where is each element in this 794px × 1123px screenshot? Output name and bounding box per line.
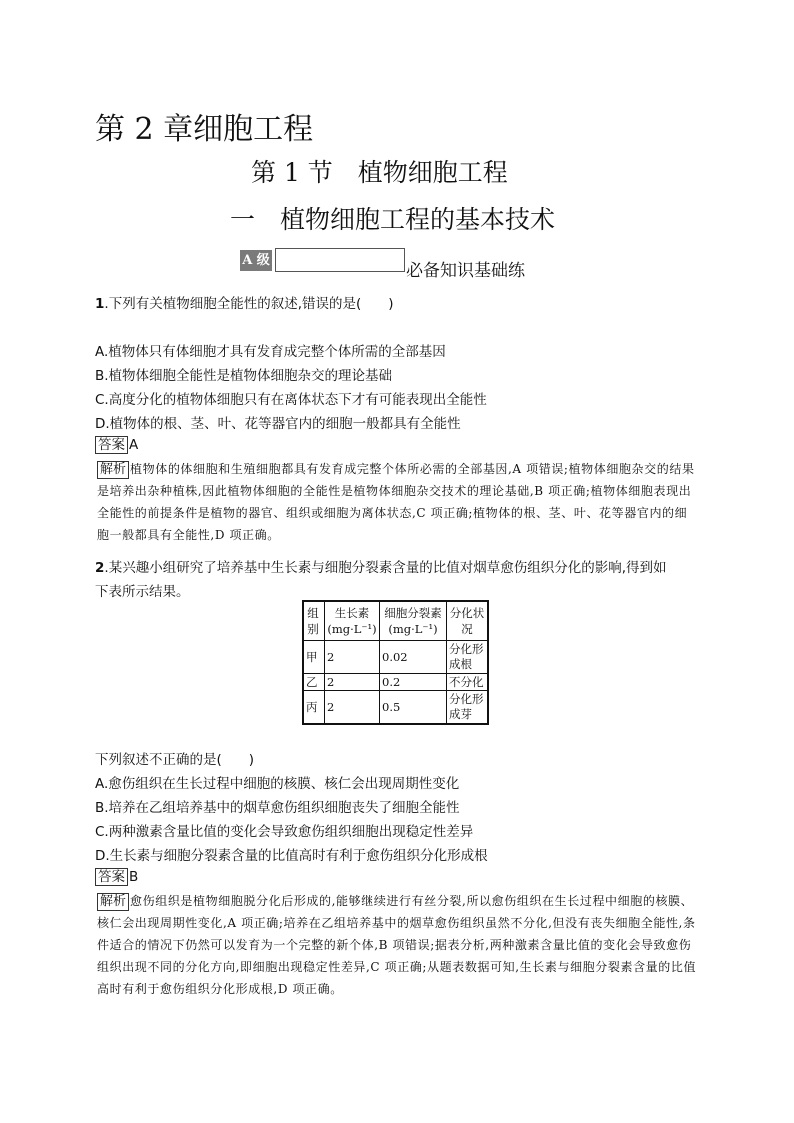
q2-answer-value: B	[129, 869, 139, 885]
table-row	[303, 691, 488, 725]
results-table	[302, 600, 489, 725]
level-title: 必备知识基础练	[406, 261, 525, 281]
level-badge: A 级	[240, 250, 272, 271]
q1-answer	[95, 436, 138, 454]
q1-stem-text: .下列有关植物细胞全能性的叙述,错误的是( )	[104, 296, 394, 312]
header-cytokinin-unit: (mg·L⁻¹)	[388, 622, 438, 636]
table-cell-text: 分化形成芽	[449, 692, 484, 721]
header-cytokinin-name: 细胞分裂素	[384, 606, 442, 620]
q1-explanation	[97, 458, 697, 546]
table-header-row	[303, 601, 488, 641]
q2-option-c: C.两种激素含量比值的变化会导致愈伤组织细胞出现稳定性差异	[95, 824, 474, 840]
explanation-tag: 解析	[97, 893, 129, 911]
q1-explanation-text: 植物体的体细胞和生殖细胞都具有发育成完整个体所必需的全部基因,A 项错误;植物体细胞杂交的结果是培养出杂种植株,因此植物体细胞的全能性是植物体细胞杂交技术的理论基础,B 项正确;植物体细胞表现出全能性的前提条件是植物的器官、组织或细胞为离体状态,C 项正确;植物体的根、茎、叶、花等器官内的细胞一般都具有全能性,D 项正确。	[97, 462, 695, 542]
header-status-text: 分化状况	[449, 606, 485, 636]
table-cell: 不分化	[447, 674, 489, 691]
table-cell: 丙	[303, 691, 325, 725]
table-cell: 0.5	[380, 691, 447, 725]
chapter-title: 第 2 章细胞工程	[95, 112, 314, 147]
q2-explanation	[97, 890, 697, 1000]
header-status	[447, 601, 489, 641]
table-cell-text: 分化形成根	[449, 642, 484, 671]
subsection-title: 一 植物细胞工程的基本技术	[230, 205, 556, 234]
q1-option-c: C.高度分化的植物体细胞只有在离体状态下才有可能表现出全能性	[95, 392, 487, 408]
table-row	[303, 674, 488, 691]
table-cell: 2	[325, 641, 380, 674]
explanation-tag: 解析	[97, 461, 129, 479]
q2-number: 2	[95, 560, 105, 576]
table-cell	[447, 641, 489, 674]
header-group	[303, 601, 325, 641]
q2-sub-stem: 下列叙述不正确的是( )	[95, 752, 255, 768]
q1-number: 1	[95, 296, 105, 312]
table-cell	[447, 691, 489, 725]
q2-stem-line2: 下表所示结果。	[95, 584, 190, 600]
header-cytokinin	[380, 601, 447, 641]
answer-tag: 答案	[95, 868, 128, 886]
table-cell: 0.2	[380, 674, 447, 691]
q2-option-a: A.愈伤组织在生长过程中细胞的核膜、核仁会出现周期性变化	[95, 776, 460, 792]
level-box	[275, 248, 405, 272]
q2-answer	[95, 868, 138, 886]
table-cell: 乙	[303, 674, 325, 691]
header-group-text: 组别	[307, 606, 319, 636]
header-auxin-name: 生长素	[334, 606, 370, 620]
q1-answer-value: A	[129, 437, 139, 453]
table-cell: 2	[325, 674, 380, 691]
header-auxin-unit: (mg·L⁻¹)	[327, 622, 377, 636]
q2-option-d: D.生长素与细胞分裂素含量的比值高时有利于愈伤组织分化形成根	[95, 848, 488, 864]
table-cell: 0.02	[380, 641, 447, 674]
table-cell: 甲	[303, 641, 325, 674]
q1-option-b: B.植物体细胞全能性是植物体细胞杂交的理论基础	[95, 368, 393, 384]
header-auxin	[325, 601, 380, 641]
q2-option-b: B.培养在乙组培养基中的烟草愈伤组织细胞丧失了细胞全能性	[95, 800, 460, 816]
q2-stem-line1	[95, 556, 667, 576]
q1-option-d: D.植物体的根、茎、叶、花等器官内的细胞一般都具有全能性	[95, 416, 461, 432]
answer-tag: 答案	[95, 436, 128, 454]
table-row	[303, 641, 488, 674]
table-cell: 2	[325, 691, 380, 725]
q1-option-a: A.植物体只有体细胞才具有发育成完整个体所需的全部基因	[95, 344, 446, 360]
q2-stem-text: .某兴趣小组研究了培养基中生长素与细胞分裂素含量的比值对烟草愈伤组织分化的影响,得到如	[104, 560, 667, 576]
q1-stem	[95, 292, 394, 312]
q2-explanation-text: 愈伤组织是植物细胞脱分化后形成的,能够继续进行有丝分裂,所以愈伤组织在生长过程中细胞的核膜、核仁会出现周期性变化,A 项正确;培养在乙组培养基中的烟草愈伤组织虽然不分化,但没有丧失细胞全能性,条件适合的情况下仍然可以发育为一个完整的新个体,B 项错误;据表分析,两种激素含量比值的变化会导致愈伤组织出现不同的分化方向,即细胞出现稳定性差异,C 项正确;从题表数据可知,生长素与细胞分裂素含量的比值高时有利于愈伤组织分化形成根,D 项正确。	[97, 894, 697, 996]
section-title: 第 1 节 植物细胞工程	[251, 158, 508, 187]
